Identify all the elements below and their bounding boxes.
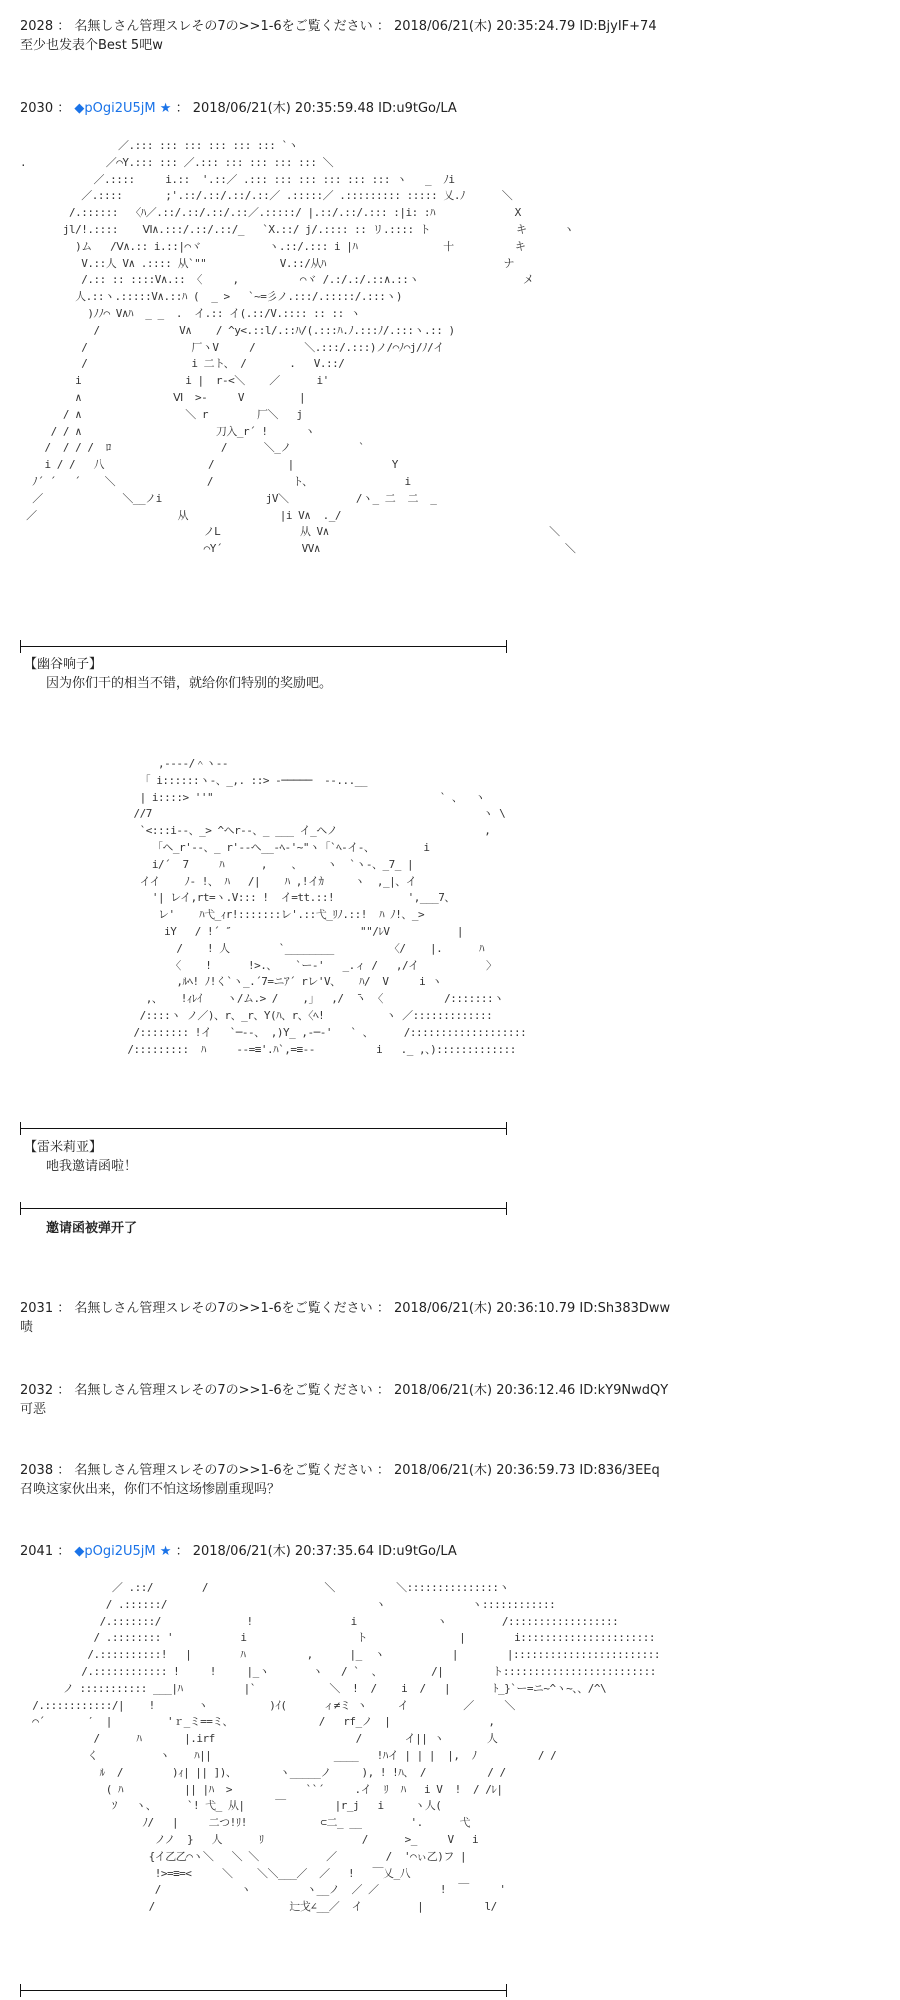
post-2031	[20, 1300, 670, 1336]
post-body: 可恶	[20, 1402, 47, 1417]
post-number[interactable]: 2041	[20, 1544, 54, 1559]
ascii-art-kyouko: ／.::: ::: ::: ::: ::: ::: `ヽ . ／⌒Y.::: ::: ／.::: ::: ::: ::: ::: ＼ ／.:::: i.:: '.::／ .::: ::: ::: ::: ::: ::: ヽ _ ﾉi ／.:::: ;'.::/.::/.::/.::／ .:::::／ .::::::::: ::::: 乂.ﾉ ＼ /.:::::: 〈ﾊ／.::/.::/.::/.::／.:::::/ |.::/.::/.::: :|i: :ﾊ X jl/!.:::: Ⅵ∧.:::/.::/.::/_ `X.::/ j/.:::: :: リ.:::: ト キ ヽ )ム /Ⅴ∧.:: i.::|⌒ヾ ヽ.::/.::: i |ﾊ 十 キ V.::人 V∧ .:::: 从`"" V.::/从ﾊ ナ /.:: :: ::::V∧.:: 〈 , ⌒ヾ /.:/.:/.::∧.::ヽ メ 人.::ヽ.:::::V∧.::ﾊ ( _ > `~=彡ノ.:::/.:::::/.:::ヽ) )ﾉﾉ⌒ V∧ﾊ _ _ . イ.:: イ(.::/V.:::: :: :: ヽ / V∧ / ^y<.::l/.::ﾊ/(.:::ﾊ.ﾉ.:::ﾉ/.:::ヽ.:: ) / 厂ヽV / ＼.:::/.:::)ノ/⌒ﾉ⌒j/ﾉ/イ / i 二ト、 / . V.::/ i i | r‐<＼ ／ i' ∧ Ⅵ >- V | / ∧ ＼ r 厂＼ j / / ∧ 刀入_r´ ! ヽ / / / / ﾛ / ＼_ノ ` i / / 八 / | Y ﾉ´ ´ ´ ＼ / ト、 i ／ ＼__ノi jV＼ /ヽ_ 二 二 _ ／ 从 |i V∧ ._/ ノL 从 V∧ ＼ ⌒Y´ VV∧ ＼	[20, 139, 576, 556]
post-datetime: 2018/06/21(木) 20:36:59.73	[393, 1463, 576, 1478]
narration-text: 邀请函被弹开了	[46, 1221, 138, 1236]
poster-id[interactable]: ID:u9tGo/LA	[378, 101, 457, 116]
post-2032	[20, 1382, 668, 1418]
narration	[46, 1219, 137, 1238]
post-datetime: 2018/06/21(木) 20:35:24.79	[393, 19, 576, 34]
post-datetime: 2018/06/21(木) 20:36:10.79	[393, 1301, 576, 1316]
post-2038	[20, 1462, 660, 1498]
post-header: 2038 ： 名無しさん管理スレその7の>>1-6をご覧ください ： 2018/06/21(木) 20:36:59.73 ID:836/3EEq	[20, 1463, 660, 1478]
poster-tripcode: ◆pOgi2U5jM ★	[74, 1544, 172, 1559]
post-header: 2030 ： ◆pOgi2U5jM ★ ： 2018/06/21(木) 20:35:59.48 ID:u9tGo/LA	[20, 101, 457, 116]
post-header: 2031 ： 名無しさん管理スレその7の>>1-6をご覧ください ： 2018/06/21(木) 20:36:10.79 ID:Sh383Dww	[20, 1301, 671, 1316]
dialog-separator	[20, 1208, 507, 1209]
post-2028	[20, 18, 657, 54]
ascii-art-kyouko-closeup: ／ .::/ / ＼ ＼:::::::::::::::ヽ / .::::::/ ヽ ヽ:::::::::::: /.:::::::/ ! i ヽ /:::::::::::::::::: / .:::::::: ' i ト | i:::::::::::::::::::::: /.::::::::::! | ﾊ , |_ ヽ | |:::::::::::::::::::::::: /.:::::::::::: ! ! |_ヽ ヽ / ` 、 /| ト::::::::::::::::::::::::: ノ ::::::::::: ___|ﾊ |` ＼ ! / i / | ﾄ_}`ー=ニ~^ヽ~、、/^\ /.:::::::::::/| ! ヽ )ｲ( ィ≠ミ ヽ イ ／ ＼ ⌒´ ′ | 'ｒ_ミ==ミ、 / rf_ノ | , / ﾊ |.irf / イ|| ヽ 人 く ヽ ﾊ|| ____ !ﾊイ | | | |, ﾉ / / ﾙ / )ｨ| || ])、 ヽ_____ノ ), ! !ﾊ、 / / / ( ﾊ || |ﾊ > ``´ .イ ﾘ ﾊ i V ! / /ﾚ| ｿ ヽ、 `! 弋_ 从| ￣ |r_j i ヽ人( ﾉ/ | 二つ!ﾘ! ⊂二_ __ '. 弋 ノノ } 人 ﾘ / >_ V i {イ乙乙⌒ヽ＼ ＼ ＼ ／ / '⌒ぃ乙)フ | !>=≡=< ＼ ＼＼___／ ／ ! ￣乂_八 / ヽ ヽ__ノ ／ ／ ! ￣ ' / 辷戈∠__／ イ | l/	[32, 1581, 661, 1914]
dialog-separator	[20, 1128, 507, 1129]
speaker-name: 【雷米莉亚】	[24, 1140, 103, 1155]
speech-text: 吔我邀请函啦！	[46, 1159, 138, 1174]
post-number[interactable]: 2030	[20, 101, 54, 116]
poster-name: 名無しさん管理スレその7の>>1-6をご覧ください	[74, 1463, 373, 1478]
poster-name: 名無しさん管理スレその7の>>1-6をご覧ください	[74, 1383, 373, 1398]
post-datetime: 2018/06/21(木) 20:35:59.48	[192, 101, 374, 116]
poster-id[interactable]: ID:836/3EEq	[579, 1463, 660, 1478]
post-number[interactable]: 2028	[20, 19, 54, 34]
poster-id[interactable]: ID:BjyIF+74	[579, 19, 657, 34]
poster-name: 名無しさん管理スレその7の>>1-6をご覧ください	[74, 19, 373, 34]
post-number[interactable]: 2038	[20, 1463, 54, 1478]
poster-name: 名無しさん管理スレその7の>>1-6をご覧ください	[74, 1301, 373, 1316]
post-2041	[20, 1543, 457, 1560]
post-2030	[20, 100, 457, 117]
poster-id[interactable]: ID:u9tGo/LA	[378, 1544, 457, 1559]
post-number[interactable]: 2031	[20, 1301, 54, 1316]
post-datetime: 2018/06/21(木) 20:37:35.64	[192, 1544, 374, 1559]
dialog-separator	[20, 646, 507, 647]
ascii-art-remilia: ,----/＾ヽ-- 「 i::::::ヽ-、_,. ::> ‐───── ‐-...__ | i::::> ''" ` 、 ヽ //7 ヽ \ `<:::i--、_> ^ヘr--、_ ___ イ_ヘノ , 「ヘ_r'--、_ r'--ヘ__-ﾍ-'~"ヽ「`ﾍ-イ-、 i i/´ 7 ﾊ , 、 ヽ `ヽ-、_7_ | イイ ﾉ- !、 ﾊ /| ﾊ ,!イｶ ヽ ,_|、イ '| レイ,rt=ヽ.V::: ! イ=tt.::! ',___7、 レ' ﾊ弋_ｨr!:::::::レ'.::弋_ﾘﾉ.::! ﾊ ﾉ!、_> iY / !´ ″ ""/ﾚV | / ! 人 `________ 〈/ |. ﾊ 〈 ! !>.、 `ー‐' _.ィ / ,/イ 〉 ,ﾙﾍ! ﾉ!く`ヽ_.´7=ニｱ´ rレ'V、 ﾊ/ V i ヽ ,、 !ｨﾚｲ ヽ/ム.> / ,」 ,/ ̄ヽ 〈 /:::::::ヽ /::::ヽ ノ／)、r、_r、Y(ﾊ、r、〈ﾍ! ヽ ／::::::::::::: /:::::::: !イ `─‐-、 ,)Y_ ,-─‐' ` 、 /::::::::::::::::::: /::::::::: ﾊ --=≡'.ﾊ`,=≡-- i ._ ,、):::::::::::::	[127, 757, 527, 1056]
post-body: 至少也发表个Best 5吧w	[20, 38, 163, 53]
dialog-remilia	[24, 1138, 137, 1176]
speaker-name: 【幽谷响子】	[24, 657, 103, 672]
post-body: 召唤这家伙出来，你们不怕这场惨剧重现吗？	[20, 1482, 281, 1497]
dialog-kyouko	[24, 655, 332, 693]
post-header: 2032 ： 名無しさん管理スレその7の>>1-6をご覧ください ： 2018/06/21(木) 20:36:12.46 ID:kY9NwdQY	[20, 1383, 669, 1398]
post-header: 2041 ： ◆pOgi2U5jM ★ ： 2018/06/21(木) 20:37:35.64 ID:u9tGo/LA	[20, 1544, 457, 1559]
post-header: 2028 ： 名無しさん管理スレその7の>>1-6をご覧ください ： 2018/06/21(木) 20:35:24.79 ID:BjyIF+74	[20, 19, 657, 34]
poster-id[interactable]: ID:Sh383Dww	[579, 1301, 671, 1316]
post-body: 啧	[20, 1320, 34, 1335]
post-datetime: 2018/06/21(木) 20:36:12.46	[393, 1383, 576, 1398]
poster-tripcode: ◆pOgi2U5jM ★	[74, 101, 172, 116]
speech-text: 因为你们干的相当不错，就给你们特别的奖励吧。	[46, 676, 333, 691]
post-number[interactable]: 2032	[20, 1383, 54, 1398]
poster-id[interactable]: ID:kY9NwdQY	[579, 1383, 669, 1398]
dialog-separator	[20, 1990, 507, 1991]
